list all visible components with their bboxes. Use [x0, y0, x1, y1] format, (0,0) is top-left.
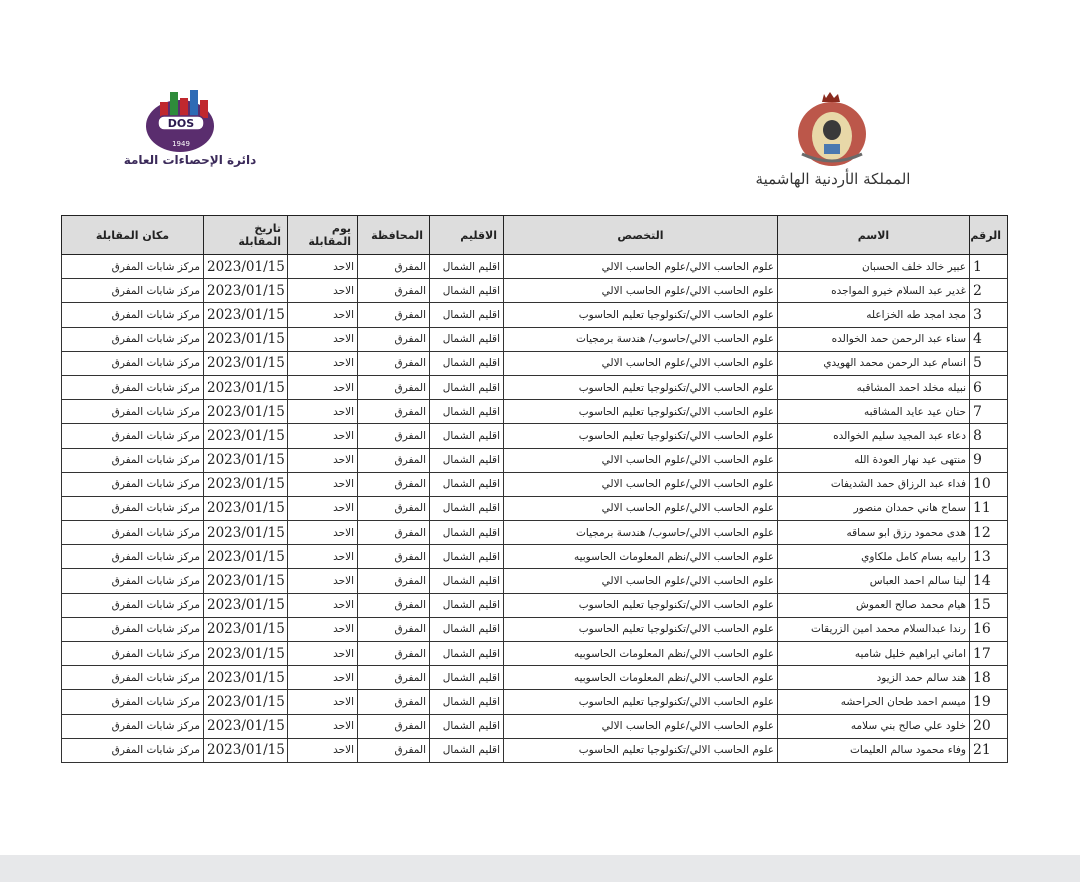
table-header-row [62, 216, 1008, 255]
row-specialty: علوم الحاسب الالي/حاسوب/ هندسة برمجيات [504, 521, 778, 545]
table-body [62, 255, 1008, 763]
logo-bar-1 [170, 92, 178, 118]
table-row [62, 617, 1008, 641]
row-governorate: المفرق [358, 738, 430, 762]
row-date: 2023/01/15 [204, 642, 288, 666]
row-number: 6 [970, 375, 1008, 399]
table-row [62, 521, 1008, 545]
globe-shape [824, 144, 840, 154]
row-governorate: المفرق [358, 521, 430, 545]
row-date: 2023/01/15 [204, 303, 288, 327]
table-row [62, 375, 1008, 399]
row-place: مركز شابات المفرق [62, 472, 204, 496]
row-specialty: علوم الحاسب الالي/حاسوب/ هندسة برمجيات [504, 327, 778, 351]
row-governorate: المفرق [358, 303, 430, 327]
row-date: 2023/01/15 [204, 375, 288, 399]
row-day: الاحد [288, 400, 358, 424]
dos-logo [118, 88, 268, 168]
row-date: 2023/01/15 [204, 569, 288, 593]
row-region: اقليم الشمال [430, 303, 504, 327]
row-day: الاحد [288, 279, 358, 303]
header-specialty: التخصص [504, 216, 778, 255]
row-specialty: علوم الحاسب الالي/تكنولوجيا تعليم الحاسوب [504, 303, 778, 327]
row-day: الاحد [288, 255, 358, 279]
row-name: مجد امجد طه الخزاعله [778, 303, 970, 327]
row-governorate: المفرق [358, 375, 430, 399]
row-governorate: المفرق [358, 617, 430, 641]
table-row [62, 545, 1008, 569]
row-place: مركز شابات المفرق [62, 714, 204, 738]
row-governorate: المفرق [358, 472, 430, 496]
row-date: 2023/01/15 [204, 666, 288, 690]
row-governorate: المفرق [358, 690, 430, 714]
row-name: سماح هاني حمدان منصور [778, 496, 970, 520]
row-region: اقليم الشمال [430, 714, 504, 738]
row-place: مركز شابات المفرق [62, 279, 204, 303]
row-date: 2023/01/15 [204, 545, 288, 569]
row-governorate: المفرق [358, 424, 430, 448]
row-name: ميسم احمد طحان الحراحشه [778, 690, 970, 714]
row-date: 2023/01/15 [204, 496, 288, 520]
row-name: هند سالم حمد الزيود [778, 666, 970, 690]
row-name: رابيه بسام كامل ملكاوي [778, 545, 970, 569]
header-date: تاريخ المقابلة [204, 216, 288, 255]
table-row [62, 255, 1008, 279]
row-region: اقليم الشمال [430, 472, 504, 496]
kingdom-name: المملكة الأردنية الهاشمية [755, 170, 911, 188]
row-governorate: المفرق [358, 327, 430, 351]
row-specialty: علوم الحاسب الالي/تكنولوجيا تعليم الحاسوب [504, 593, 778, 617]
table-row [62, 642, 1008, 666]
row-day: الاحد [288, 593, 358, 617]
kingdom-emblem [742, 92, 924, 196]
table-row [62, 424, 1008, 448]
row-date: 2023/01/15 [204, 448, 288, 472]
table-row [62, 303, 1008, 327]
row-number: 3 [970, 303, 1008, 327]
table-row [62, 279, 1008, 303]
row-governorate: المفرق [358, 400, 430, 424]
row-name: وفاء محمود سالم العليمات [778, 738, 970, 762]
table-row [62, 714, 1008, 738]
row-place: مركز شابات المفرق [62, 303, 204, 327]
row-governorate: المفرق [358, 714, 430, 738]
row-place: مركز شابات المفرق [62, 617, 204, 641]
row-governorate: المفرق [358, 545, 430, 569]
table-row [62, 400, 1008, 424]
row-region: اقليم الشمال [430, 690, 504, 714]
row-place: مركز شابات المفرق [62, 666, 204, 690]
row-day: الاحد [288, 642, 358, 666]
row-name: انسام عبد الرحمن محمد الهويدي [778, 351, 970, 375]
row-specialty: علوم الحاسب الالي/علوم الحاسب الالي [504, 714, 778, 738]
row-number: 9 [970, 448, 1008, 472]
row-number: 20 [970, 714, 1008, 738]
row-date: 2023/01/15 [204, 400, 288, 424]
row-place: مركز شابات المفرق [62, 593, 204, 617]
row-date: 2023/01/15 [204, 327, 288, 351]
row-place: مركز شابات المفرق [62, 569, 204, 593]
logo-bar-3 [190, 90, 198, 118]
row-name: فداء عبد الرزاق حمد الشديفات [778, 472, 970, 496]
row-number: 16 [970, 617, 1008, 641]
row-place: مركز شابات المفرق [62, 690, 204, 714]
row-specialty: علوم الحاسب الالي/نظم المعلومات الحاسوبيه [504, 666, 778, 690]
table-row [62, 327, 1008, 351]
row-place: مركز شابات المفرق [62, 738, 204, 762]
row-date: 2023/01/15 [204, 424, 288, 448]
row-number: 17 [970, 642, 1008, 666]
row-specialty: علوم الحاسب الالي/علوم الحاسب الالي [504, 279, 778, 303]
row-name: نبيله مخلد احمد المشاقبه [778, 375, 970, 399]
row-region: اقليم الشمال [430, 327, 504, 351]
table-row [62, 738, 1008, 762]
row-place: مركز شابات المفرق [62, 448, 204, 472]
row-date: 2023/01/15 [204, 521, 288, 545]
row-place: مركز شابات المفرق [62, 424, 204, 448]
row-region: اقليم الشمال [430, 738, 504, 762]
logo-bar-4 [200, 100, 208, 118]
row-governorate: المفرق [358, 351, 430, 375]
row-date: 2023/01/15 [204, 617, 288, 641]
row-number: 4 [970, 327, 1008, 351]
row-region: اقليم الشمال [430, 496, 504, 520]
row-day: الاحد [288, 375, 358, 399]
row-number: 14 [970, 569, 1008, 593]
row-specialty: علوم الحاسب الالي/علوم الحاسب الالي [504, 472, 778, 496]
row-specialty: علوم الحاسب الالي/علوم الحاسب الالي [504, 255, 778, 279]
header-day: يوم المقابلة [288, 216, 358, 255]
row-place: مركز شابات المفرق [62, 327, 204, 351]
row-number: 2 [970, 279, 1008, 303]
row-name: هدى محمود رزق ابو سماقه [778, 521, 970, 545]
row-number: 15 [970, 593, 1008, 617]
row-day: الاحد [288, 496, 358, 520]
row-place: مركز شابات المفرق [62, 400, 204, 424]
logo-year: 1949 [172, 140, 190, 148]
row-date: 2023/01/15 [204, 738, 288, 762]
row-name: خلود علي صالح بني سلامه [778, 714, 970, 738]
row-number: 13 [970, 545, 1008, 569]
table-row [62, 690, 1008, 714]
row-place: مركز شابات المفرق [62, 642, 204, 666]
table-row [62, 351, 1008, 375]
table-row [62, 472, 1008, 496]
row-region: اقليم الشمال [430, 617, 504, 641]
row-region: اقليم الشمال [430, 666, 504, 690]
row-day: الاحد [288, 545, 358, 569]
row-name: منتهى عيد نهار العودة الله [778, 448, 970, 472]
row-date: 2023/01/15 [204, 351, 288, 375]
row-region: اقليم الشمال [430, 593, 504, 617]
row-day: الاحد [288, 472, 358, 496]
row-region: اقليم الشمال [430, 569, 504, 593]
row-region: اقليم الشمال [430, 424, 504, 448]
table-row [62, 666, 1008, 690]
table-row [62, 569, 1008, 593]
header-name: الاسم [778, 216, 970, 255]
row-place: مركز شابات المفرق [62, 375, 204, 399]
row-specialty: علوم الحاسب الالي/نظم المعلومات الحاسوبيه [504, 642, 778, 666]
row-day: الاحد [288, 738, 358, 762]
row-specialty: علوم الحاسب الالي/نظم المعلومات الحاسوبيه [504, 545, 778, 569]
row-name: حنان عيد عايد المشاقبه [778, 400, 970, 424]
row-region: اقليم الشمال [430, 448, 504, 472]
row-date: 2023/01/15 [204, 279, 288, 303]
row-governorate: المفرق [358, 279, 430, 303]
row-region: اقليم الشمال [430, 642, 504, 666]
row-name: هيام محمد صالح العموش [778, 593, 970, 617]
row-name: دعاء عبد المجيد سليم الخوالده [778, 424, 970, 448]
row-day: الاحد [288, 666, 358, 690]
row-date: 2023/01/15 [204, 255, 288, 279]
row-name: لينا سالم احمد العباس [778, 569, 970, 593]
row-name: غدير عبد السلام خيرو المواجده [778, 279, 970, 303]
bottom-margin [0, 855, 1080, 882]
candidates-table [61, 215, 1008, 763]
row-region: اقليم الشمال [430, 400, 504, 424]
row-day: الاحد [288, 690, 358, 714]
row-number: 18 [970, 666, 1008, 690]
row-governorate: المفرق [358, 255, 430, 279]
row-name: رندا عبدالسلام محمد امين الزريقات [778, 617, 970, 641]
row-number: 5 [970, 351, 1008, 375]
table-row [62, 496, 1008, 520]
row-day: الاحد [288, 327, 358, 351]
row-number: 12 [970, 521, 1008, 545]
table-row [62, 448, 1008, 472]
row-region: اقليم الشمال [430, 375, 504, 399]
row-region: اقليم الشمال [430, 255, 504, 279]
row-place: مركز شابات المفرق [62, 496, 204, 520]
row-specialty: علوم الحاسب الالي/تكنولوجيا تعليم الحاسوب [504, 738, 778, 762]
row-date: 2023/01/15 [204, 593, 288, 617]
logo-bar-2 [180, 98, 188, 118]
row-day: الاحد [288, 714, 358, 738]
row-day: الاحد [288, 351, 358, 375]
row-day: الاحد [288, 617, 358, 641]
header-place: مكان المقابلة [62, 216, 204, 255]
row-number: 19 [970, 690, 1008, 714]
row-governorate: المفرق [358, 642, 430, 666]
header-num: الرقم [970, 216, 1008, 255]
row-place: مركز شابات المفرق [62, 255, 204, 279]
row-number: 11 [970, 496, 1008, 520]
row-specialty: علوم الحاسب الالي/تكنولوجيا تعليم الحاسوب [504, 690, 778, 714]
row-specialty: علوم الحاسب الالي/علوم الحاسب الالي [504, 448, 778, 472]
header-governorate: المحافظة [358, 216, 430, 255]
row-date: 2023/01/15 [204, 714, 288, 738]
row-day: الاحد [288, 424, 358, 448]
row-specialty: علوم الحاسب الالي/تكنولوجيا تعليم الحاسوب [504, 424, 778, 448]
row-date: 2023/01/15 [204, 690, 288, 714]
row-specialty: علوم الحاسب الالي/علوم الحاسب الالي [504, 351, 778, 375]
candidates-table-wrap [61, 215, 1007, 763]
logo-letters: DOS [167, 117, 195, 130]
row-region: اقليم الشمال [430, 521, 504, 545]
row-number: 7 [970, 400, 1008, 424]
row-date: 2023/01/15 [204, 472, 288, 496]
table-row [62, 593, 1008, 617]
row-day: الاحد [288, 303, 358, 327]
row-region: اقليم الشمال [430, 545, 504, 569]
row-day: الاحد [288, 448, 358, 472]
logo-name: دائرة الإحصاءات العامة [123, 153, 257, 167]
row-number: 1 [970, 255, 1008, 279]
row-region: اقليم الشمال [430, 279, 504, 303]
header-region: الاقليم [430, 216, 504, 255]
row-number: 8 [970, 424, 1008, 448]
row-governorate: المفرق [358, 448, 430, 472]
row-name: عبير خالد خلف الحسبان [778, 255, 970, 279]
row-name: سناء عبد الرحمن حمد الخوالده [778, 327, 970, 351]
row-specialty: علوم الحاسب الالي/تكنولوجيا تعليم الحاسوب [504, 617, 778, 641]
row-day: الاحد [288, 569, 358, 593]
row-name: اماني ابراهيم خليل شاميه [778, 642, 970, 666]
row-specialty: علوم الحاسب الالي/تكنولوجيا تعليم الحاسوب [504, 400, 778, 424]
row-governorate: المفرق [358, 593, 430, 617]
row-place: مركز شابات المفرق [62, 545, 204, 569]
row-place: مركز شابات المفرق [62, 521, 204, 545]
row-specialty: علوم الحاسب الالي/علوم الحاسب الالي [504, 496, 778, 520]
row-region: اقليم الشمال [430, 351, 504, 375]
eagle-icon [823, 120, 841, 140]
row-governorate: المفرق [358, 666, 430, 690]
row-number: 21 [970, 738, 1008, 762]
row-day: الاحد [288, 521, 358, 545]
row-specialty: علوم الحاسب الالي/علوم الحاسب الالي [504, 569, 778, 593]
row-number: 10 [970, 472, 1008, 496]
row-governorate: المفرق [358, 569, 430, 593]
row-place: مركز شابات المفرق [62, 351, 204, 375]
row-specialty: علوم الحاسب الالي/تكنولوجيا تعليم الحاسوب [504, 375, 778, 399]
row-governorate: المفرق [358, 496, 430, 520]
crown-icon [822, 92, 840, 102]
